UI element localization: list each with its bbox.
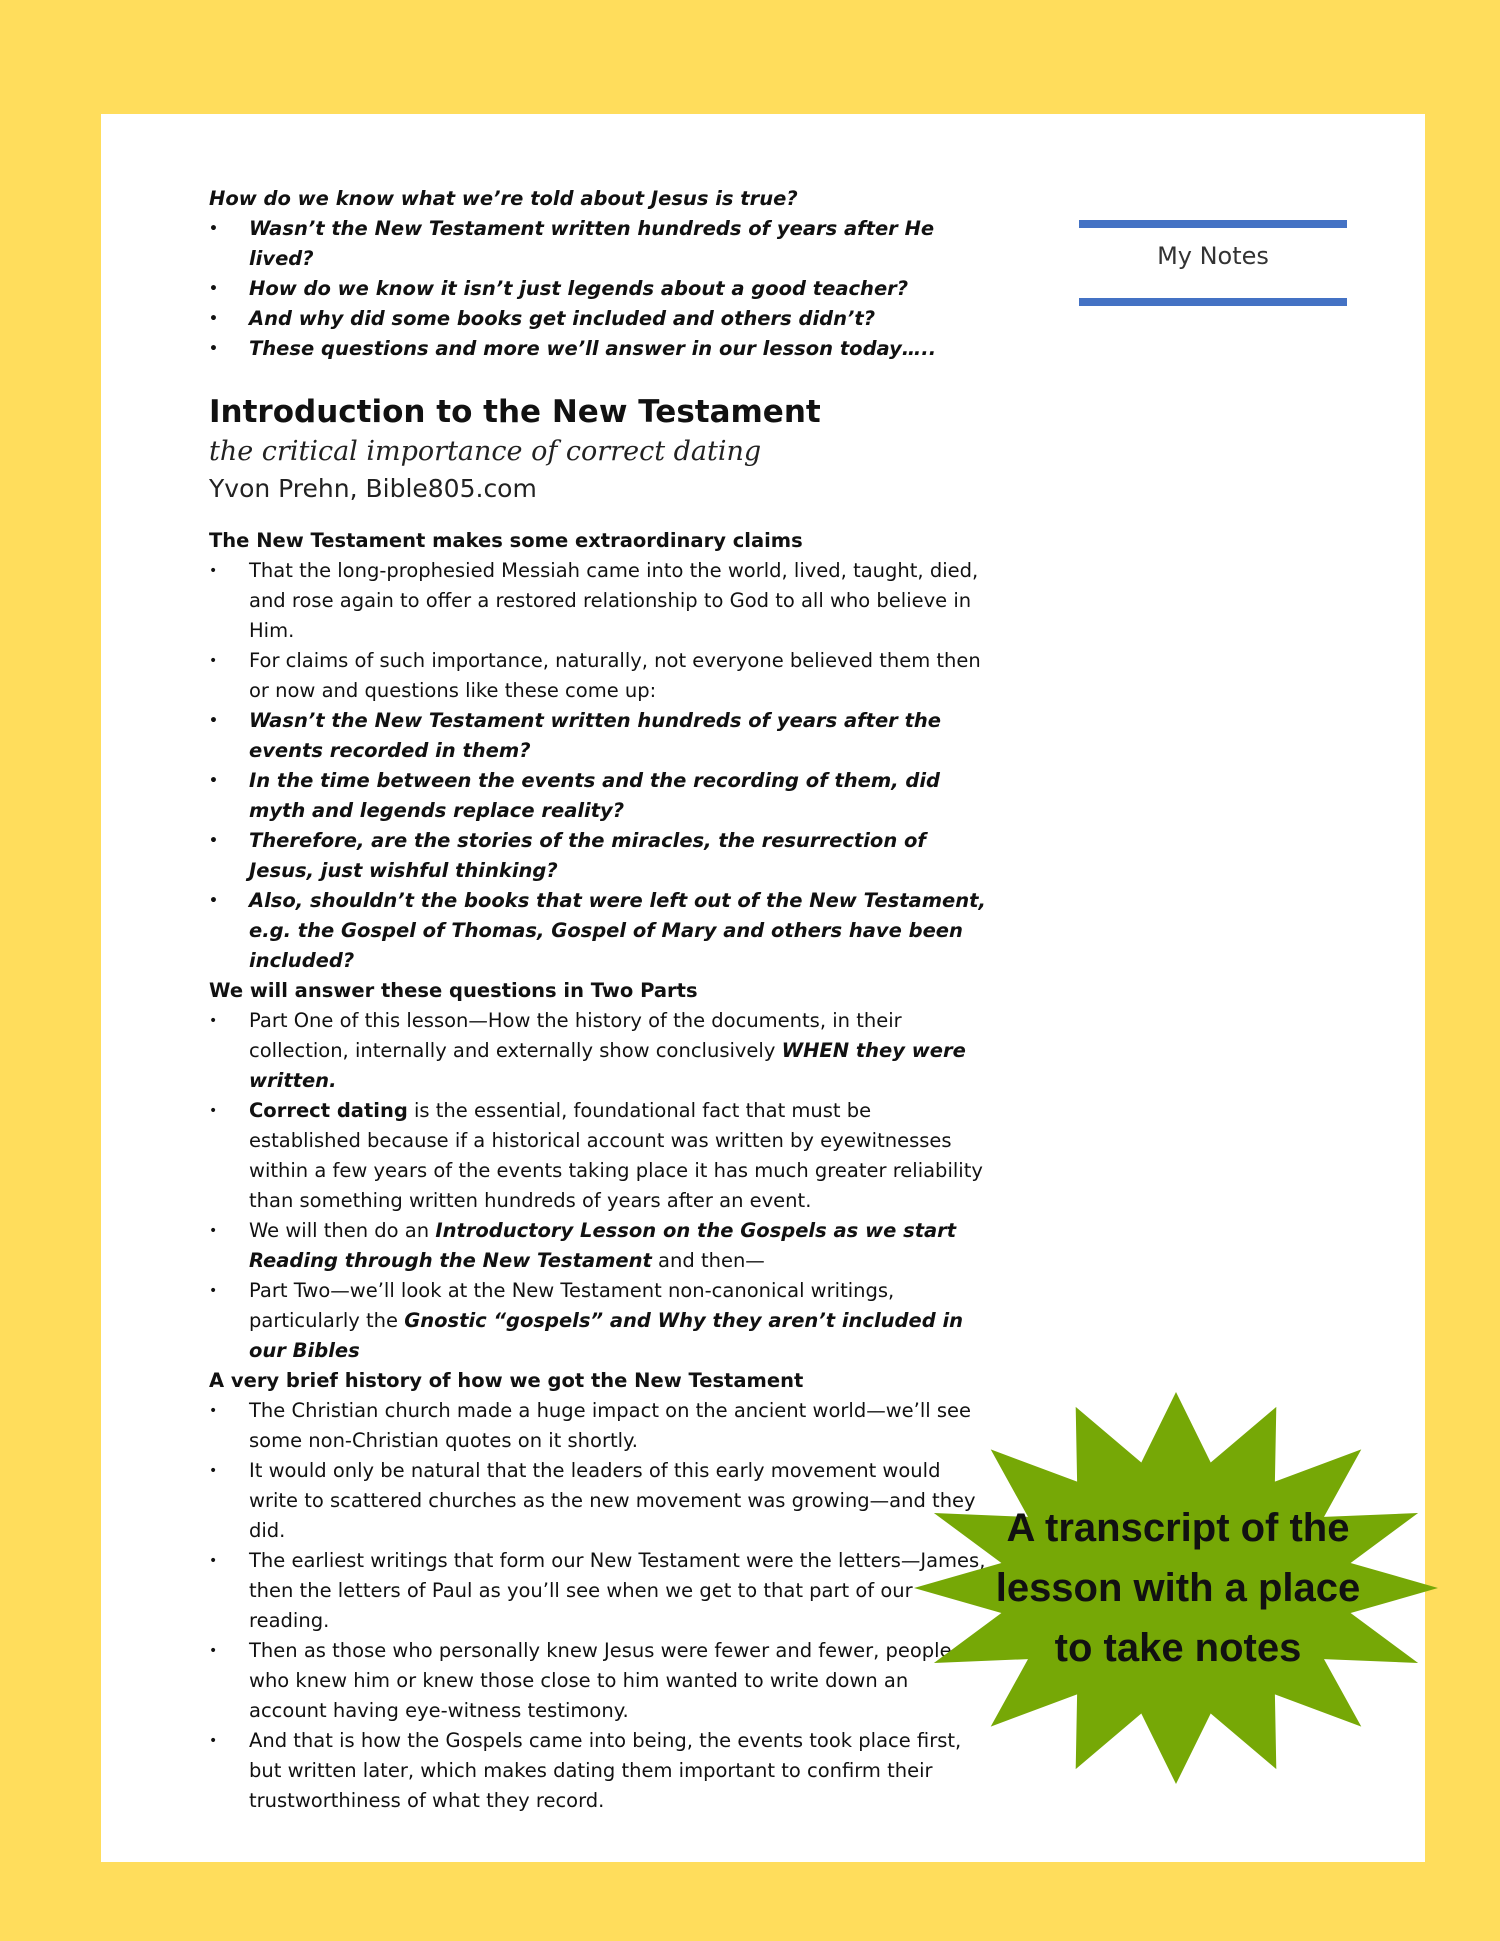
- document-author: Yvon Prehn, Bible805.com: [209, 474, 537, 503]
- list-item: • Also, shouldn’t the books that were left out of the New Testament, e.g. the Gospel of Thomas, Gospel of Mary and others have been included?: [209, 886, 989, 976]
- section-heading-history: A very brief history of how we got the New Testament: [209, 1369, 804, 1392]
- list-item: • Therefore, are the stories of the miracles, the resurrection of Jesus, just wishful thinking?: [209, 826, 989, 886]
- list-item-strong: Correct dating: [249, 1099, 408, 1122]
- section-heading-claims: The New Testament makes some extraordinary claims: [209, 529, 803, 552]
- list-item: • That the long-prophesied Messiah came into the world, lived, taught, died, and rose again to offer a restored relationship to God to all who believe in Him.: [209, 556, 989, 646]
- list-item: • It would only be natural that the leaders of this early movement would write to scattered churches as the new movement was growing—and they did.: [209, 1456, 989, 1546]
- my-notes-label: My Notes: [1157, 242, 1269, 270]
- list-item: [209, 1276, 989, 1366]
- section-heading-two-parts: We will answer these questions in Two Parts: [209, 979, 698, 1002]
- list-item: • These questions and more we’ll answer in our lesson today…..: [209, 334, 989, 364]
- list-item-text: Part Two—we’ll look at the New Testament non-canonical writings, particularly the: [249, 1279, 895, 1332]
- badge-line: A transcript of the: [1006, 1506, 1350, 1550]
- list-item-emphasis: Gnostic “gospels” and Why they aren’t included in our Bibles: [249, 1309, 964, 1362]
- list-item: • And that is how the Gospels came into being, the events took place first, but written later, which makes dating them important to confirm their trustworthiness of what they record.: [209, 1726, 989, 1816]
- badge-line: to take notes: [1054, 1626, 1302, 1670]
- my-notes-panel: [1079, 220, 1347, 306]
- list-item-text: Part One of this lesson—How the history of the documents, in their collection, internally and externally show conclusively: [249, 1009, 902, 1062]
- list-item: • How do we know it isn’t just legends about a good teacher?: [209, 274, 989, 304]
- list-item: [209, 1096, 989, 1216]
- two-parts-list: [209, 1006, 989, 1366]
- list-item: • The earliest writings that form our New Testament were the letters—James, then the letters of Paul as you’ll see when we get to that part of our reading.: [209, 1546, 989, 1636]
- history-list: [209, 1396, 989, 1816]
- claims-list: [209, 556, 989, 976]
- list-item-emphasis: Introductory Lesson on the Gospels as we start Reading through the New Testament: [249, 1219, 957, 1272]
- list-item-text: and then—: [651, 1249, 765, 1272]
- list-item: [209, 1216, 989, 1276]
- badge-text: [978, 1498, 1378, 1678]
- list-item-text: is the essential, foundational fact that must be established because if a historical account was written by eyewitnesses within a few years of the events taking place it has much greater reliability than something written hundreds of years after an event.: [249, 1099, 983, 1212]
- notes-rule-bottom: [1079, 298, 1347, 306]
- notes-rule-top: [1079, 220, 1347, 228]
- intro-questions-list: [209, 214, 989, 364]
- list-item: • In the time between the events and the recording of them, did myth and legends replace reality?: [209, 766, 989, 826]
- intro-question: How do we know what we’re told about Jesus is true?: [209, 187, 798, 210]
- list-item: • Then as those who personally knew Jesus were fewer and fewer, people who knew him or knew those close to him wanted to write down an account having eye-witness testimony.: [209, 1636, 989, 1726]
- list-item: [209, 1006, 989, 1096]
- starburst-badge: [898, 1388, 1454, 1788]
- list-item-text: We will then do an: [249, 1219, 436, 1242]
- document-subtitle: the critical importance of correct dating: [209, 436, 762, 467]
- list-item: • Wasn’t the New Testament written hundreds of years after He lived?: [209, 214, 989, 274]
- list-item-emphasis: WHEN they were written.: [249, 1039, 966, 1092]
- badge-line: lesson with a place: [995, 1566, 1361, 1610]
- document-title: Introduction to the New Testament: [209, 394, 821, 430]
- list-item: • The Christian church made a huge impact on the ancient world—we’ll see some non-Christian quotes on it shortly.: [209, 1396, 989, 1456]
- list-item: • For claims of such importance, naturally, not everyone believed them then or now and questions like these come up:: [209, 646, 989, 706]
- list-item: • Wasn’t the New Testament written hundreds of years after the events recorded in them?: [209, 706, 989, 766]
- transcript-content: [209, 184, 989, 1816]
- list-item: • And why did some books get included and others didn’t?: [209, 304, 989, 334]
